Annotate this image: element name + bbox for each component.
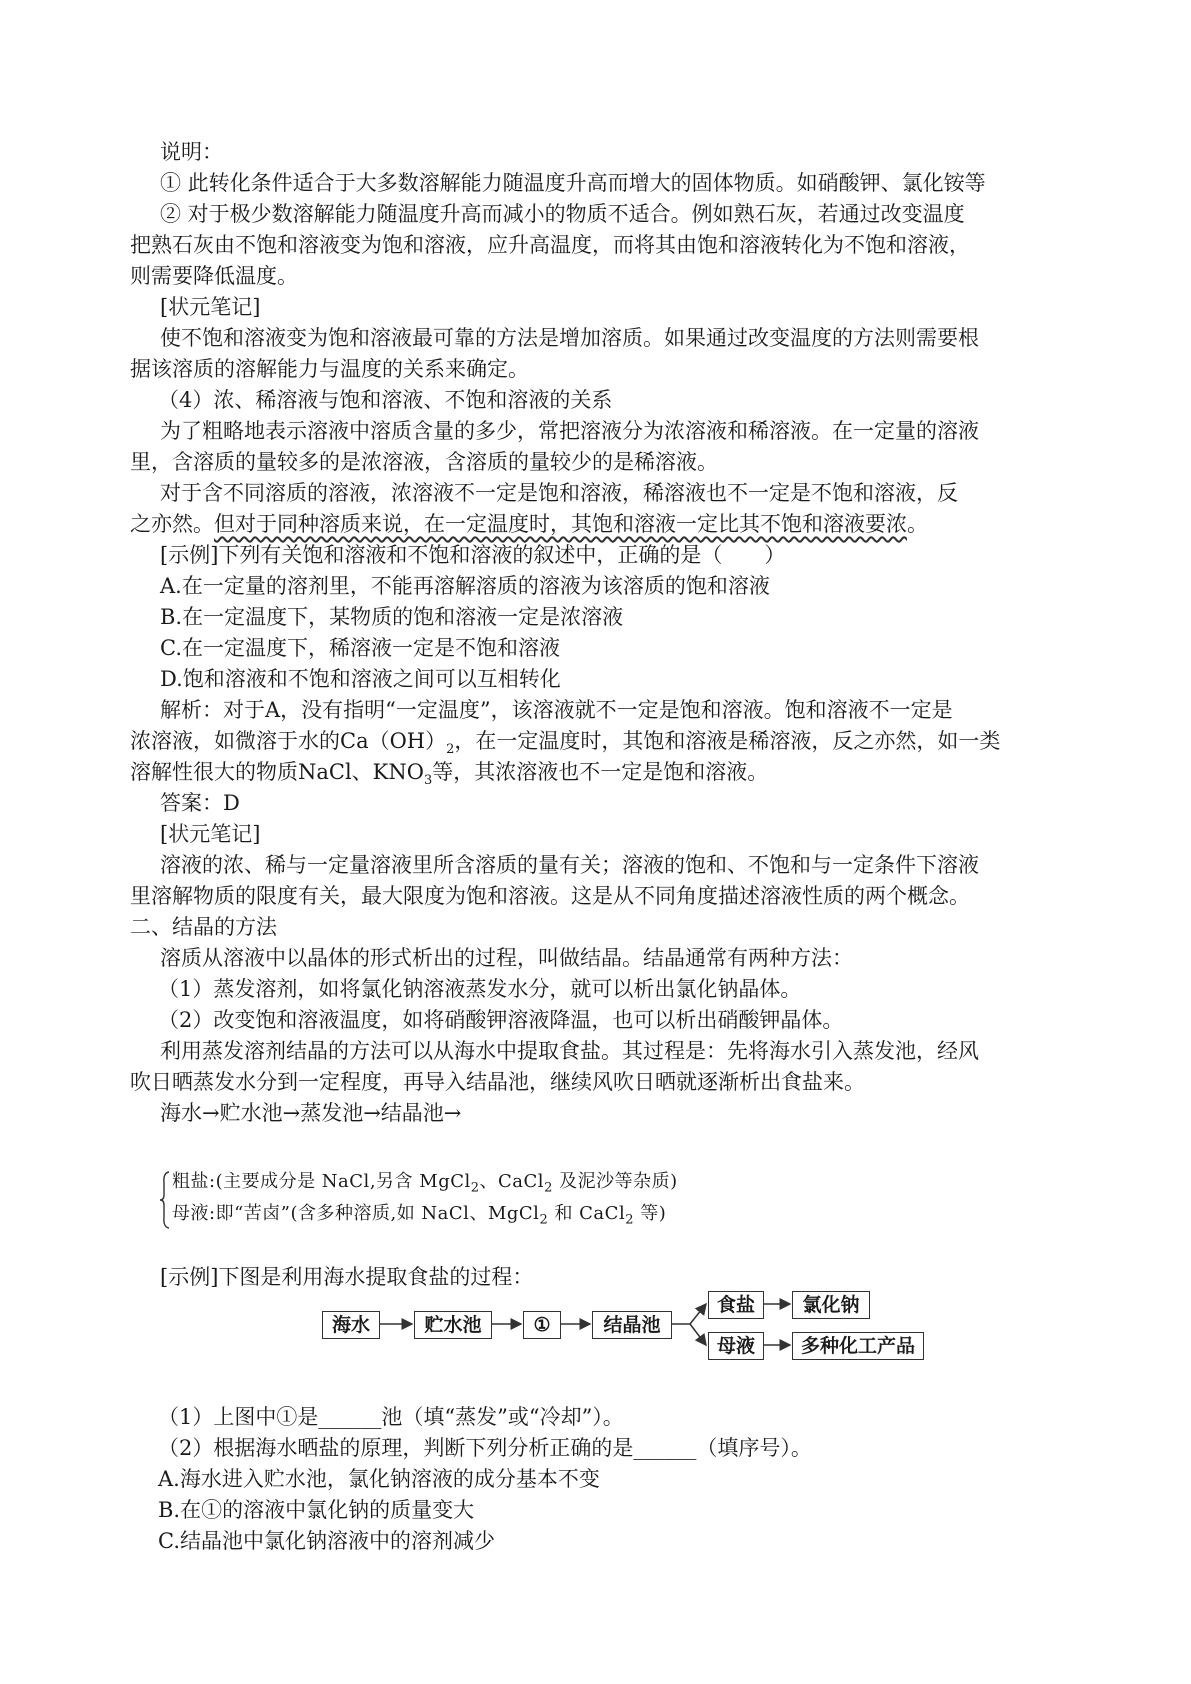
section-heading: 二、结晶的方法 [130,915,277,939]
subscript: 2 [625,1212,634,1228]
option-d: D.饱和溶液和不饱和溶液之间可以互相转化 [160,667,561,691]
subscript: 2 [544,1180,553,1196]
text-span: 。 [907,512,928,536]
emphasized-text: 但对于同种溶质来说，在一定温度时，其饱和溶液一定比其不饱和溶液要浓 [214,512,907,536]
question-stem: [示例]下图是利用海水提取食盐的过程： [160,1265,534,1289]
process-line: 海水→贮水池→蒸发池→结晶池→ [160,1101,462,1125]
flow-arrow [690,1324,706,1345]
flow-box-mother-liquor: 母液 [708,1332,764,1360]
text-line [130,757,768,788]
text-line: 使不饱和溶液变为饱和溶液最可靠的方法是增加溶质。如果通过改变温度的方法则需要根 [160,326,979,350]
text-line: 利用蒸发溶剂结晶的方法可以从海水中提取食盐。其过程是：先将海水引入蒸发池，经风 [160,1039,979,1063]
text-line: 说明： [160,140,223,164]
subscript: 2 [470,1180,480,1196]
text-span: 等，其浓溶液也不一定是饱和溶液。 [432,760,769,784]
flow-box-crystallizer: 结晶池 [592,1311,672,1339]
option-b: B.在①的溶液中氯化钠的质量变大 [158,1498,475,1522]
subscript: 2 [446,742,455,758]
text-span: 等) [633,1203,667,1224]
subscript: 2 [539,1212,549,1228]
flow-arrow [690,1304,706,1324]
mother-liquor-line [172,1202,666,1226]
option-a: A.在一定量的溶剂里，不能再溶解溶质的溶液为该溶质的饱和溶液 [160,574,770,598]
text-line: ② 对于极少数溶解能力随温度升高而减小的物质不适合。例如熟石灰，若通过改变温度 [160,202,965,226]
flow-box-nacl: 氯化钠 [792,1291,870,1319]
text-line: 则需要降低温度。 [130,264,298,288]
text-line [130,726,1000,757]
flow-box-salt: 食盐 [708,1291,764,1319]
answer-line: 答案：D [160,791,240,815]
text-span: 浓溶液，如微溶于水的Ca（OH） [130,729,447,753]
crude-salt-line [172,1170,678,1194]
flow-box-chemicals: 多种化工产品 [792,1332,924,1360]
flow-box-step1: ① [523,1311,561,1339]
text-line: 溶液的浓、稀与一定量溶液里所含溶质的量有关；溶液的饱和、不饱和与一定条件下溶液 [160,853,979,877]
text-line: 吹日晒蒸发水分到一定程度，再导入结晶池，继续风吹日晒就逐渐析出食盐来。 [130,1070,865,1094]
question-part-2: （2）根据海水晒盐的原理，判断下列分析正确的是______（填序号）。 [158,1436,812,1460]
text-span: 粗盐:(主要成分是 NaCl,另含 MgCl [172,1171,471,1192]
subscript: 3 [423,773,433,789]
option-c: C.结晶池中氯化钠溶液中的溶剂减少 [158,1529,495,1553]
text-line: 对于含不同溶质的溶液，浓溶液不一定是饱和溶液，稀溶液也不一定是不饱和溶液，反 [160,481,958,505]
text-span: 溶解性很大的物质NaCl、KNO [130,760,424,784]
text-line: [状元笔记] [160,822,261,846]
option-b: B.在一定温度下，某物质的饱和溶液一定是浓溶液 [160,605,624,629]
text-span: 和 CaCl [548,1203,626,1224]
text-line: 里，含溶质的量较多的是浓溶液，含溶质的量较少的是稀溶液。 [130,450,718,474]
text-line: （4）浓、稀溶液与饱和溶液、不饱和溶液的关系 [158,388,613,412]
flow-box-reservoir: 贮水池 [414,1311,492,1339]
flow-box-seawater: 海水 [322,1311,380,1339]
text-span: ，在一定温度时，其饱和溶液是稀溶液，反之亦然，如一类 [454,729,1001,753]
brace-icon [160,1171,170,1229]
question-stem: [示例]下列有关饱和溶液和不饱和溶液的叙述中，正确的是（ ） [160,543,786,567]
text-span: 、CaCl [479,1171,545,1192]
text-line: （1）蒸发溶剂，如将氯化钠溶液蒸发水分，就可以析出氯化钠晶体。 [158,977,802,1001]
text-line: 里溶解物质的限度有关，最大限度为饱和溶液。这是从不同角度描述溶液性质的两个概念。 [130,884,970,908]
question-part-1: （1）上图中①是______池（填“蒸发”或“冷却”）。 [158,1405,624,1429]
text-line: 为了粗略地表示溶液中溶质含量的多少，常把溶液分为浓溶液和稀溶液。在一定量的溶液 [160,419,979,443]
text-span: 及泥沙等杂质) [552,1171,678,1192]
text-span: 之亦然。 [130,512,214,536]
text-line: 解析：对于A，没有指明“一定温度”，该溶液就不一定是饱和溶液。饱和溶液不一定是 [160,698,953,722]
text-line [130,509,928,540]
option-c: C.在一定温度下，稀溶液一定是不饱和溶液 [160,636,560,660]
text-line: 溶质从溶液中以晶体的形式析出的过程，叫做结晶。结晶通常有两种方法： [160,946,853,970]
text-span: 母液:即“苦卤”(含多种溶质,如 NaCl、MgCl [172,1203,540,1224]
text-line: （2）改变饱和溶液温度，如将硝酸钾溶液降温，也可以析出硝酸钾晶体。 [158,1008,844,1032]
text-line: ① 此转化条件适合于大多数溶解能力随温度升高而增大的固体物质。如硝酸钾、氯化铵等 [160,171,986,195]
option-a: A.海水进入贮水池，氯化钠溶液的成分基本不变 [158,1467,600,1491]
text-line: [状元笔记] [160,295,261,319]
text-line: 据该溶质的溶解能力与温度的关系来确定。 [130,357,529,381]
text-line: 把熟石灰由不饱和溶液变为饱和溶液，应升高温度，而将其由饱和溶液转化为不饱和溶液， [130,233,970,257]
